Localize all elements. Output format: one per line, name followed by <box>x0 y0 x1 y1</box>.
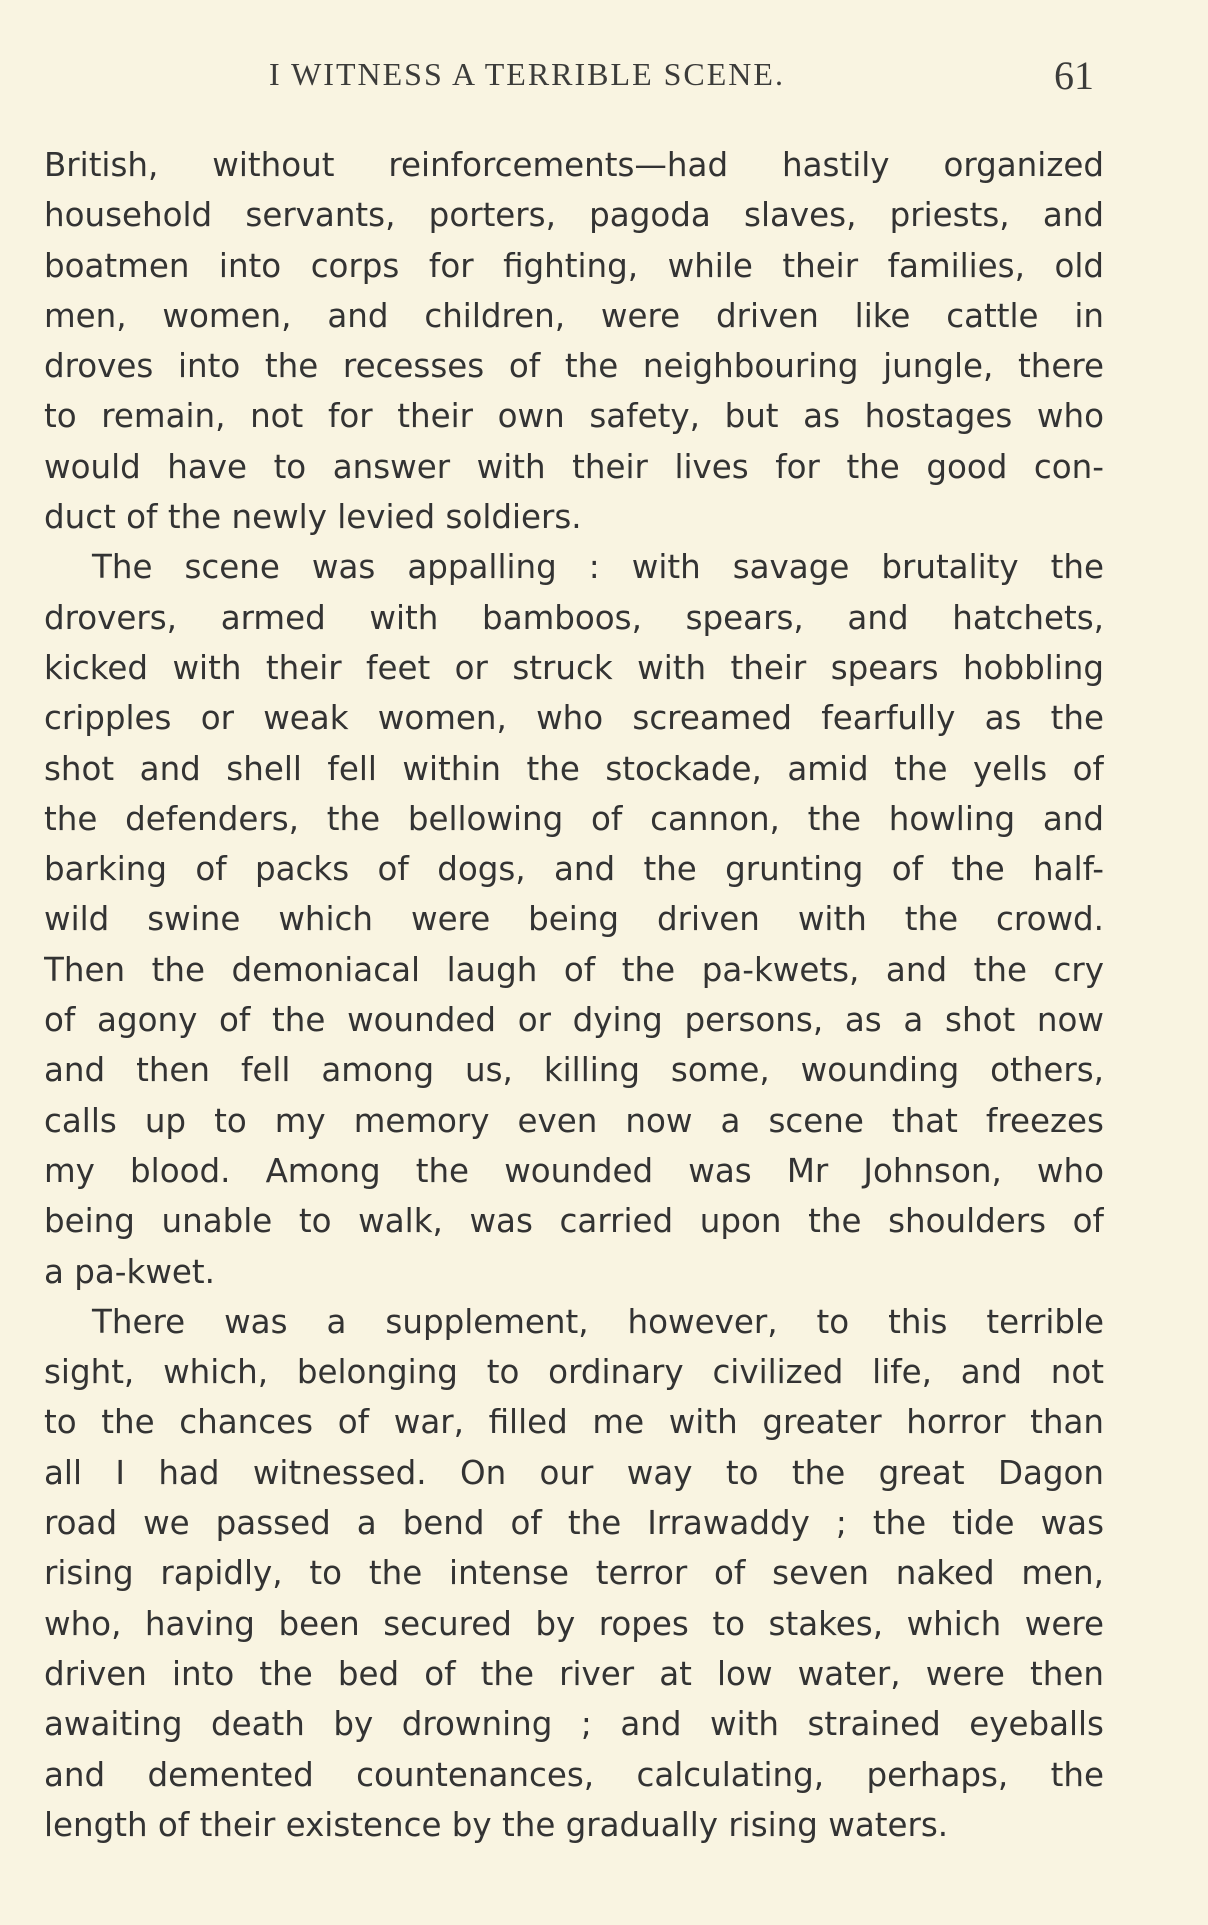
text-line: would have to answer with their lives for the good con- <box>44 447 1104 486</box>
text-line: calls up to my memory even now a scene that freezes <box>44 1101 1104 1140</box>
text-line: cripples or weak women, who screamed fearfully as the <box>44 699 1104 738</box>
text-line: rising rapidly, to the intense terror of seven naked men, <box>44 1554 1104 1593</box>
text-line: droves into the recesses of the neighbouring jungle, there <box>44 347 1104 386</box>
text-line: The scene was appalling : with savage brutality the <box>92 548 1104 587</box>
text-line: kicked with their feet or struck with their spears hobbling <box>44 648 1104 687</box>
text-line: a pa-kwet. <box>44 1252 215 1291</box>
page-number: 61 <box>1054 53 1094 98</box>
text-line: driven into the bed of the river at low water, were then <box>44 1654 1104 1693</box>
text-line: drovers, armed with bamboos, spears, and hatchets, <box>44 598 1104 637</box>
text-line: There was a supplement, however, to this terrible <box>92 1302 1104 1341</box>
text-line: length of their existence by the gradually rising waters. <box>44 1805 949 1844</box>
text-line: of agony of the wounded or dying persons, as a shot now <box>44 1001 1104 1040</box>
text-line: Then the demoniacal laugh of the pa-kwets, and the cry <box>44 950 1104 989</box>
text-line: shot and shell fell within the stockade, amid the yells of <box>44 749 1104 788</box>
text-line: boatmen into corps for fighting, while their families, old <box>44 246 1104 285</box>
text-line: the defenders, the bellowing of cannon, the howling and <box>44 799 1104 838</box>
text-line: my blood. Among the wounded was Mr Johnson, who <box>44 1151 1104 1190</box>
chapter-running-title: I WITNESS A TERRIBLE SCENE. <box>269 56 785 92</box>
running-header <box>44 52 1094 100</box>
text-line: and demented countenances, calculating, perhaps, the <box>44 1755 1104 1794</box>
text-line: and then fell among us, killing some, wounding others, <box>44 1051 1104 1090</box>
text-line: all I had witnessed. On our way to the great Dagon <box>44 1453 1104 1492</box>
text-line: to the chances of war, filled me with greater horror than <box>44 1403 1104 1442</box>
text-line: British, without reinforcements—had hastily organized <box>44 146 1104 184</box>
text-line: to remain, not for their own safety, but as hostages who <box>44 397 1104 436</box>
text-line: road we passed a bend of the Irrawaddy ; the tide was <box>44 1504 1104 1543</box>
text-line: household servants, porters, pagoda slaves, priests, and <box>44 196 1104 235</box>
text-line: men, women, and children, were driven like cattle in <box>44 296 1104 335</box>
text-line: awaiting death by drowning ; and with strained eyeballs <box>44 1705 1104 1744</box>
text-line: who, having been secured by ropes to stakes, which were <box>44 1604 1104 1643</box>
body-text <box>44 140 1104 1850</box>
text-line: duct of the newly levied soldiers. <box>44 498 582 537</box>
text-line: barking of packs of dogs, and the grunting of the half- <box>44 850 1104 889</box>
text-line: sight, which, belonging to ordinary civilized life, and not <box>44 1353 1104 1392</box>
text-line: being unable to walk, was carried upon the shoulders of <box>44 1202 1104 1241</box>
text-line: wild swine which were being driven with the crowd. <box>44 900 1104 939</box>
